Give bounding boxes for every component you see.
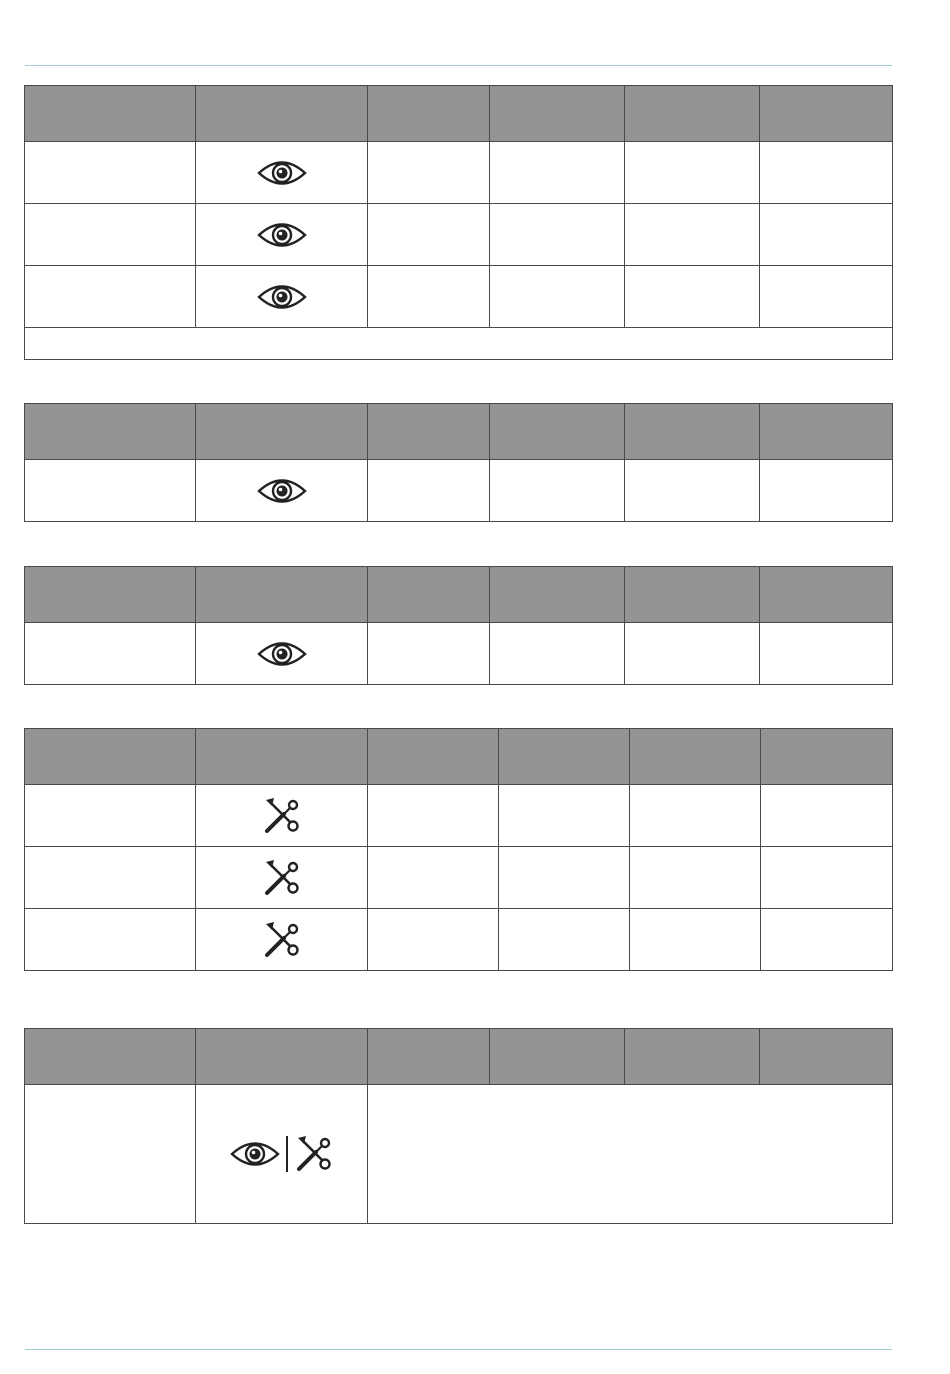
table-header-row bbox=[25, 86, 893, 142]
header-cell bbox=[196, 86, 368, 142]
table-5 bbox=[24, 1028, 893, 1224]
header-cell bbox=[196, 1029, 368, 1085]
table-row bbox=[25, 1085, 893, 1224]
header-cell bbox=[499, 729, 630, 785]
data-cell bbox=[630, 785, 761, 847]
header-cell bbox=[760, 567, 893, 623]
data-cell bbox=[760, 460, 893, 522]
table-3 bbox=[24, 566, 893, 685]
data-cell bbox=[368, 785, 499, 847]
icon-cell bbox=[196, 909, 368, 971]
icon-cell bbox=[196, 847, 368, 909]
header-cell bbox=[490, 567, 625, 623]
data-cell bbox=[490, 142, 625, 204]
table-4 bbox=[24, 728, 893, 971]
data-cell bbox=[761, 847, 893, 909]
data-cell bbox=[499, 847, 630, 909]
merged-description-cell bbox=[368, 1085, 893, 1224]
icon-cell bbox=[196, 1085, 368, 1224]
header-cell bbox=[760, 1029, 893, 1085]
data-cell bbox=[761, 909, 893, 971]
header-cell bbox=[490, 86, 625, 142]
header-cell bbox=[25, 404, 196, 460]
separator-line bbox=[286, 1136, 288, 1172]
header-cell bbox=[25, 567, 196, 623]
footnote-row bbox=[25, 328, 893, 360]
data-cell bbox=[368, 204, 490, 266]
data-cell bbox=[760, 623, 893, 685]
table-row bbox=[25, 847, 893, 909]
row-label-cell bbox=[25, 909, 196, 971]
eye-icon bbox=[257, 220, 307, 250]
eye-icon bbox=[257, 282, 307, 312]
data-cell bbox=[368, 909, 499, 971]
data-cell bbox=[490, 460, 625, 522]
data-cell bbox=[368, 266, 490, 328]
wrench-screwdriver-icon bbox=[262, 796, 302, 836]
data-cell bbox=[499, 785, 630, 847]
data-cell bbox=[625, 266, 760, 328]
header-cell bbox=[625, 86, 760, 142]
header-cell bbox=[196, 567, 368, 623]
data-cell bbox=[625, 204, 760, 266]
header-cell bbox=[625, 404, 760, 460]
icon-cell bbox=[196, 460, 368, 522]
data-cell bbox=[368, 142, 490, 204]
data-cell bbox=[760, 142, 893, 204]
header-cell bbox=[490, 1029, 625, 1085]
data-cell bbox=[625, 623, 760, 685]
data-cell bbox=[625, 142, 760, 204]
data-cell bbox=[368, 623, 490, 685]
data-cell bbox=[760, 266, 893, 328]
data-cell bbox=[760, 204, 893, 266]
table-2 bbox=[24, 403, 893, 522]
icon-cell bbox=[196, 785, 368, 847]
data-cell bbox=[499, 909, 630, 971]
data-cell bbox=[368, 460, 490, 522]
row-label-cell bbox=[25, 266, 196, 328]
table-header-row bbox=[25, 1029, 893, 1085]
row-label-cell bbox=[25, 204, 196, 266]
wrench-screwdriver-icon bbox=[294, 1134, 334, 1174]
row-label-cell bbox=[25, 847, 196, 909]
header-cell bbox=[25, 86, 196, 142]
icon-cell bbox=[196, 204, 368, 266]
data-cell bbox=[490, 266, 625, 328]
header-cell bbox=[761, 729, 893, 785]
wrench-screwdriver-icon bbox=[262, 920, 302, 960]
table-row bbox=[25, 266, 893, 328]
row-label-cell bbox=[25, 460, 196, 522]
row-label-cell bbox=[25, 1085, 196, 1224]
table-row bbox=[25, 204, 893, 266]
data-cell bbox=[368, 847, 499, 909]
header-cell bbox=[368, 567, 490, 623]
row-label-cell bbox=[25, 785, 196, 847]
bottom-rule bbox=[25, 1349, 892, 1350]
eye-icon bbox=[257, 476, 307, 506]
data-cell bbox=[490, 623, 625, 685]
icon-cell bbox=[196, 142, 368, 204]
wrench-screwdriver-icon bbox=[262, 858, 302, 898]
table-1 bbox=[24, 85, 893, 360]
header-cell bbox=[625, 1029, 760, 1085]
data-cell bbox=[630, 909, 761, 971]
header-cell bbox=[625, 567, 760, 623]
table-row bbox=[25, 623, 893, 685]
header-cell bbox=[368, 404, 490, 460]
icon-cell bbox=[196, 623, 368, 685]
header-cell bbox=[630, 729, 761, 785]
eye-icon bbox=[257, 158, 307, 188]
header-cell bbox=[368, 729, 499, 785]
data-cell bbox=[625, 460, 760, 522]
table-header-row bbox=[25, 404, 893, 460]
table-row bbox=[25, 785, 893, 847]
eye-icon bbox=[230, 1139, 280, 1169]
header-cell bbox=[196, 729, 368, 785]
header-cell bbox=[760, 86, 893, 142]
row-label-cell bbox=[25, 623, 196, 685]
header-cell bbox=[196, 404, 368, 460]
row-label-cell bbox=[25, 142, 196, 204]
header-cell bbox=[490, 404, 625, 460]
data-cell bbox=[630, 847, 761, 909]
header-cell bbox=[25, 1029, 196, 1085]
header-cell bbox=[760, 404, 893, 460]
eye-and-tools-icon bbox=[230, 1134, 334, 1174]
table-row bbox=[25, 142, 893, 204]
icon-cell bbox=[196, 266, 368, 328]
eye-icon bbox=[257, 639, 307, 669]
data-cell bbox=[761, 785, 893, 847]
table-row bbox=[25, 460, 893, 522]
header-cell bbox=[368, 86, 490, 142]
header-cell bbox=[25, 729, 196, 785]
header-cell bbox=[368, 1029, 490, 1085]
data-cell bbox=[490, 204, 625, 266]
footnote-cell bbox=[25, 328, 893, 360]
table-row bbox=[25, 909, 893, 971]
table-header-row bbox=[25, 729, 893, 785]
top-rule bbox=[25, 65, 892, 66]
table-header-row bbox=[25, 567, 893, 623]
